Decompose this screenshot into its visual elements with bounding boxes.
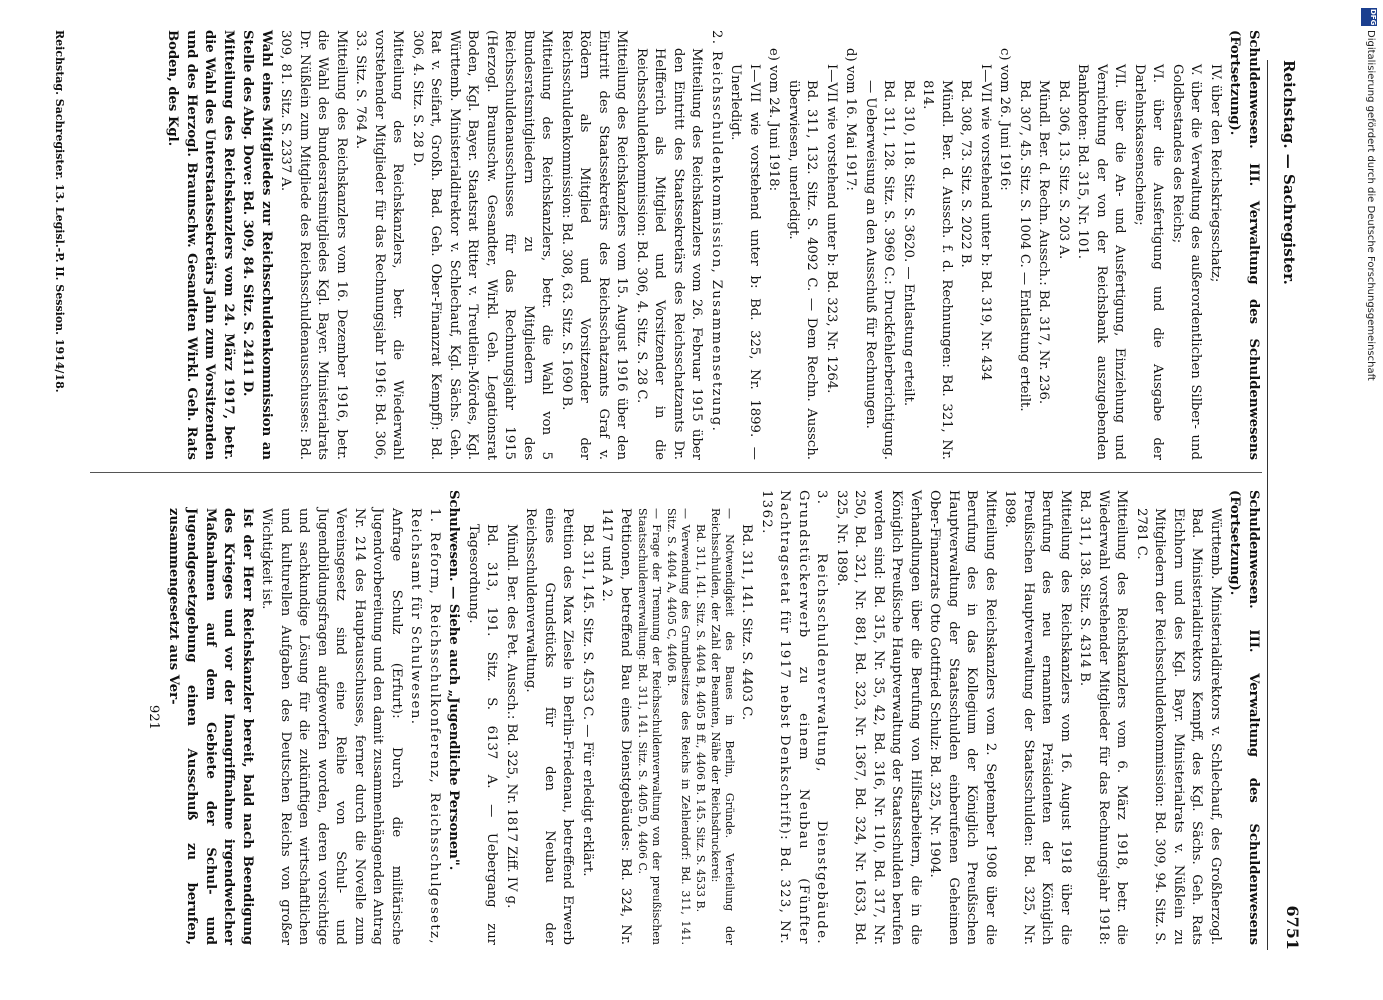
page-number: 6751 (1283, 905, 1302, 950)
page-header (1268, 60, 1308, 950)
entry-line: Verhandlungen über die Berufung von Hilfsarbeitern, die in die Königlich Preußische Hauptverwaltung der Staatsschulden berufen worden sind: Bd. 315, Nr. 35, 42, Bd. 316, Nr. 110, Bd. 317, Nr. 250, Bd. 321, Nr. 881, Bd. 323, Nr. 1367, Bd. 324, Nr. 1633, Bd. 325, Nr. 1898. (834, 490, 923, 945)
entry-line: V. über die Verwaltung des außerordentlichen Silber- und Goldbestandes des Reichs; (1170, 64, 1204, 460)
entry-line: Bd. 311, 141. Sitz. S. 4403 C. (739, 524, 755, 721)
entry-line: Petition des Max Ziesle in Berlin-Friedenau, betreffend Erwerb eines Grundstücks für den Neubau der Reichsschuldenverwaltung. (523, 508, 576, 945)
entry-heading: Schulwesen. — Siehe auch „Jugendliche Personen". (446, 490, 462, 871)
signature-mark: 921 (146, 704, 162, 731)
entry-line: — Notwendigkeit des Baues in Berlin, Gründe. Verteilung der Reichsschulden, der Zahl der Beamten, Nähe der Reichsdruckerei: (709, 508, 736, 945)
entry-line: — Frage der Trennung der Reichsschuldenverwaltung von der preußischen Staatsschuldenverwaltung: Bd. 311, 141. Sitz. S. 4405 D, 4406 C. (636, 508, 663, 945)
right-column (50, 490, 1262, 945)
entry-line: I—VII wie vorstehend unter b: Bd. 319, Nr. 434 (978, 64, 993, 381)
entry-line: Mitteilung des Reichskanzlers vom 2. September 1908 über die Berufung des in das Kollegium der Königlich Preußischen Hauptverwaltung der Staatsschulden einberufenen Geheimen Ober-Finanzrats Otto Gottfried Schulz: Bd. 325, Nr. 1904. (927, 490, 998, 945)
entry-line: Mitteilung des Reichskanzlers vom 26. Februar 1915 über den Eintritt des Staatssekretärs des Reichsschatzamts Dr. Helfferich als Mitglied und Vorsitzender in die Reichsschuldenkommission: Bd. 306, 4. Sitz. S. 28 C. (634, 48, 705, 460)
entry-line: Bd. 311, 141. Sitz. S. 4404 B, 4405 B ff., 4406 B. 145. Sitz. S. 4533 B. (694, 524, 707, 913)
header-rule (1267, 60, 1268, 950)
entry-line: VII. über die An- und Ausfertigung, Einziehung und Vernichtung der von der Reichsbank auszugebenden Banknoten: Bd. 315, Nr. 101. (1075, 64, 1128, 460)
entry-line: VI. über die Ausfertigung und die Ausgabe der Darlehnskassenscheine; (1132, 64, 1166, 460)
entry-line: Mitteilung des Reichskanzlers, betr. die Wiederwahl vorstehender Mitglieder für das Rechnungsjahr 1916: Bd. 306, 33. Sitz. S. 764 A. (353, 30, 406, 460)
entry-line: — Verwendung des Grundbesitzes des Reichs in Zehlendorf: Bd. 311, 141. Sitz. S. 4404 A, 4405 C, 4406 B. (665, 508, 692, 945)
column-heading: Schuldenwesen. III. Verwaltung des Schuldenwesens (Fortsetzung). (1227, 490, 1261, 945)
entry-line: Mitteilung des Reichskanzlers vom 24. März 1917, betr. die Wahl des Unterstaatssekretärs Jahn zum Vorsitzenden und des Herzogl. Braunschw. Gesandten Wirkl. Geh. Rats Boden, des Kgl. (165, 30, 236, 460)
entry-line: Wahl eines Mitgliedes zur Reichsschuldenkommission an Stelle des Abg. Dove: Bd. 309, 84. Sitz. S. 2411 D. (240, 30, 274, 460)
entry-line: Mitteilung des Reichskanzlers vom 16. Dezember 1916, betr. die Wahl des Bundesratsmitgliedes Kgl. Bayer. Ministerialrats Dr. Nüßlein zum Mitgliede des Reichsschuldenausschusses: Bd. 309, 81. Sitz. S. 2337 A. (278, 30, 349, 460)
digitization-note: Digitalisierung gefördert durch die Deutsche Forschungsgemeinschaft (1365, 30, 1376, 381)
column-heading: Schuldenwesen. III. Verwaltung des Schuldenwesens (Fortsetzung). (1227, 30, 1261, 460)
entry-line: Mündl. Ber. d. Aussch. f. d. Rechnungen: Bd. 321, Nr. 814. (920, 80, 954, 460)
entry-line: Bd. 311, 132. Sitz. S. 4092 C. — Dem Rechn. Aussch. überwiesen, unerledigt. (786, 80, 820, 460)
entry-line: Mitteilung des Reichskanzlers vom 6. März 1918, betr. die Wiederwahl vorstehender Mitglieder für das Rechnungsjahr 1918: Bd. 311, 138. Sitz. S. 4314 B. (1077, 490, 1130, 945)
left-column (50, 30, 1262, 460)
register-page (30, 20, 1320, 970)
entry-line: c) vom 26. Juni 1916: (997, 48, 1013, 191)
entry-line: IV. über den Reichskriegsschatz; (1208, 64, 1223, 283)
entry-line: Petitionen, betreffend Bau eines Dienstgebäudes: Bd. 324, Nr. 1417 und A 2. (599, 508, 633, 945)
entry-line: Bd. 310, 118. Sitz. S. 3620. — Entlastung erteilt. (901, 80, 916, 407)
dfg-logo: DFG (1361, 8, 1377, 26)
entry-line: Württemb. Ministerialdirektors v. Schlechauf, des Großherzogl. Bad. Ministerialdirektors Kempff, des Kgl. Sächs. Geh. Rats Eichhorn und des Kgl. Bayr. Ministerialrats v. Nüßlein zu Mitgliedern der Reichsschuldenkommission: Bd. 309, 94. Sitz. S. 2781 C. (1134, 508, 1223, 945)
running-title: Reichstag. — Sachregister. (1280, 60, 1298, 285)
entry-heading: 3. Reichsschuldenverwaltung, Dienstgebäude. Grundstückerwerb zu einem Neubau (Fünfter Nachtragsetat für 1917 nebst Denkschrift): Bd. 323, Nr. 1362. (759, 490, 830, 945)
entry-line: Mündl. Ber. des Pet. Aussch.: Bd. 325, Nr. 1817 Ziff. IV g. (504, 524, 519, 909)
entry-line: I—VII wie vorstehend unter b: Bd. 323, Nr. 1264. (824, 64, 839, 394)
entry-line: Bd. 306, 13. Sitz. S. 203 A. (1056, 80, 1071, 260)
entry-line: d) vom 16. Mai 1917: (843, 48, 859, 191)
page-footer: Reichstag. Sachregister. 13. Legisl.-P. II. Session. 1914/18. (53, 30, 67, 393)
entry-line: Mitteilung des Reichskanzlers vom 16. August 1918 über die Berufung des neu ernannten Präsidenten der Königlich Preußischen Hauptverwaltung der Staatsschulden: Bd. 325, Nr. 1898. (1002, 490, 1073, 945)
column-divider (90, 472, 1262, 473)
entry-line: Bd. 311, 128. Sitz. S. 3969 C.: Druckfehlerberichtigung. — Ueberweisung an den Ausschuß für Rechnungen. (863, 80, 897, 460)
entry-line: Anfrage Schulz (Erfurt): Durch die militärische Jugendvorbereitung und den damit zusammenhängenden Antrag Nr. 214 des Hauptausschusses, ferner durch die Novelle zum Vereinsgesetz sind eine Reihe von Schul- und Jugendbildungsfragen aufgeworfen worden, deren vorsichtige und sachkundige Lösung für die zukünftigen wirtschaftlichen und kulturellen Aufgaben des Deutschen Reichs von großer Wichtigkeit ist. (259, 508, 404, 945)
entry-line: Mitteilung des Reichskanzlers, betr. die Wahl von 5 Bundesratsmitgliedern zu Mitgliedern des Reichsschuldenausschusses für das Rechnungsjahr 1915 (Herzogl. Braunschw. Gesandter, Wirkl. Geh. Legationsrat Boden, Kgl. Bayer. Staatsrat Ritter v. Treutlein-Mördes, Kgl. Württemb. Ministerialdirektor v. Schlechauf, Kgl. Sächs. Geh. Rat v. Seifart, Großh. Bad. Geh. Ober-Finanzrat Kempff): Bd. 306, 4. Sitz. S. 28 D. (410, 30, 555, 460)
entry-line: e) vom 24. Juni 1918: (766, 48, 782, 192)
entry-heading: 1. Reform, Reichsschulkonferenz, Reichsschulgesetz, Reichsamt für Schulwesen. (408, 508, 442, 945)
entry-line: Mitteilung des Reichskanzlers vom 15. August 1916 über den Eintritt des Staatssekretärs des Reichsschatzamts Graf v. Rödern als Mitglied und Vorsitzender der Reichsschuldenkommission: Bd. 308, 63. Sitz. S. 1690 B. (559, 30, 630, 460)
entry-line: Bd. 311, 145. Sitz. S. 4533 C. — Für erledigt erklärt. (580, 524, 595, 877)
entry-line: I—VII wie vorstehend unter b: Bd. 325, Nr. 1899. — Unerledigt. (728, 64, 762, 460)
entry-line: Mündl. Ber. d. Rechn. Aussch.: Bd. 317, Nr. 236. (1036, 80, 1052, 405)
entry-line: Bd. 313, 191. Sitz. S. 6137 A. — Uebergang zur Tagesordnung. (466, 524, 500, 945)
entry-line: Bd. 308, 73. Sitz. S. 2022 B. (958, 80, 974, 268)
entry-line: Ist der Herr Reichskanzler bereit, bald nach Beendigung des Krieges und vor der Inangriffnahme irgendwelcher Maßnahmen auf dem Gebiete der Schul- und Jugendgesetzgebung einen Ausschuß zu berufen, zusammengesetzt aus Ver- (166, 508, 255, 945)
entry-heading: 2. Reichsschuldenkommission, Zusammensetzung. (709, 30, 724, 433)
entry-line: Bd. 307, 45. Sitz. S. 1004 C. — Entlastung erteilt. (1017, 80, 1032, 412)
